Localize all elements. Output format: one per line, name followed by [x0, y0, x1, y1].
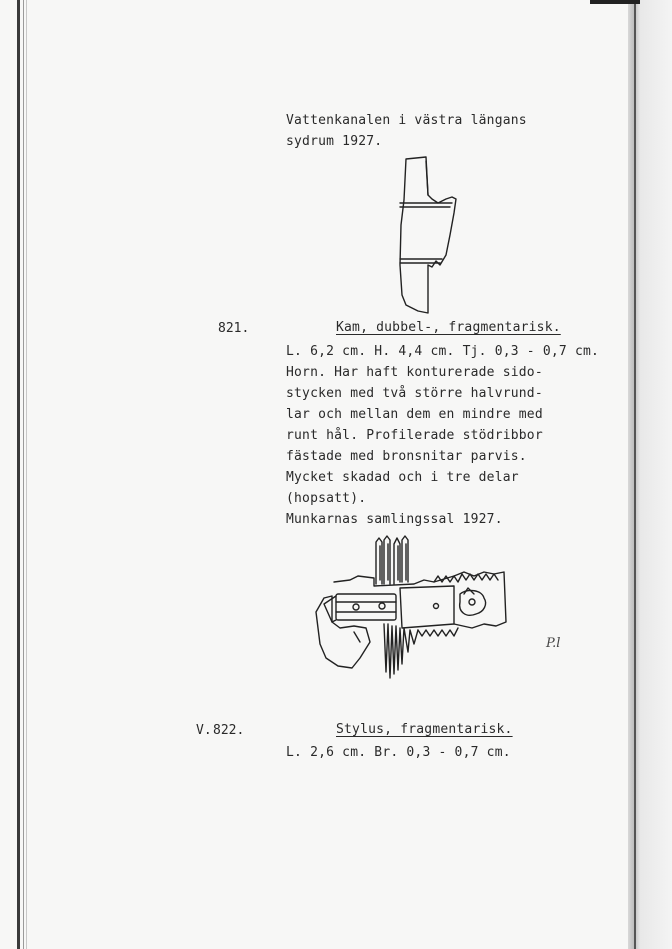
description-line: Horn. Har haft konturerade sido- — [286, 365, 543, 380]
description-line: fästade med bronsnitar parvis. — [286, 449, 527, 464]
description-line: lar och mellan dem en mindre med — [286, 407, 543, 422]
description-line: Munkarnas samlingssal 1927. — [286, 512, 503, 527]
description-line: runt hål. Profilerade stödribbor — [286, 428, 543, 443]
margin-check-mark: V. — [196, 723, 212, 738]
description-line: stycken med två större halvrund- — [286, 386, 543, 401]
page-corner-mark — [590, 0, 640, 4]
page-binding-edge — [17, 0, 20, 949]
description-line: (hopsatt). — [286, 491, 367, 506]
page-right-edge — [634, 0, 636, 949]
page-binding-edge — [26, 0, 27, 949]
description-line: Mycket skadad och i tre delar — [286, 470, 519, 485]
catalog-title: Kam, dubbel-, fragmentarisk. — [336, 320, 561, 335]
description-line: L. 6,2 cm. H. 4,4 cm. Tj. 0,3 - 0,7 cm. — [286, 344, 600, 359]
catalog-number: 822. — [213, 723, 245, 738]
find-location-line: sydrum 1927. — [286, 134, 383, 149]
artifact-drawing-comb — [314, 532, 514, 680]
catalog-title: Stylus, fragmentarisk. — [336, 722, 513, 737]
page-binding-edge — [23, 0, 24, 949]
find-location-line: Vattenkanalen i västra längans — [286, 113, 527, 128]
artifact-drawing-upper — [392, 155, 472, 315]
margin-annotation: P.l — [546, 636, 561, 651]
description-line: L. 2,6 cm. Br. 0,3 - 0,7 cm. — [286, 745, 511, 760]
catalog-number: 821. — [218, 321, 250, 336]
